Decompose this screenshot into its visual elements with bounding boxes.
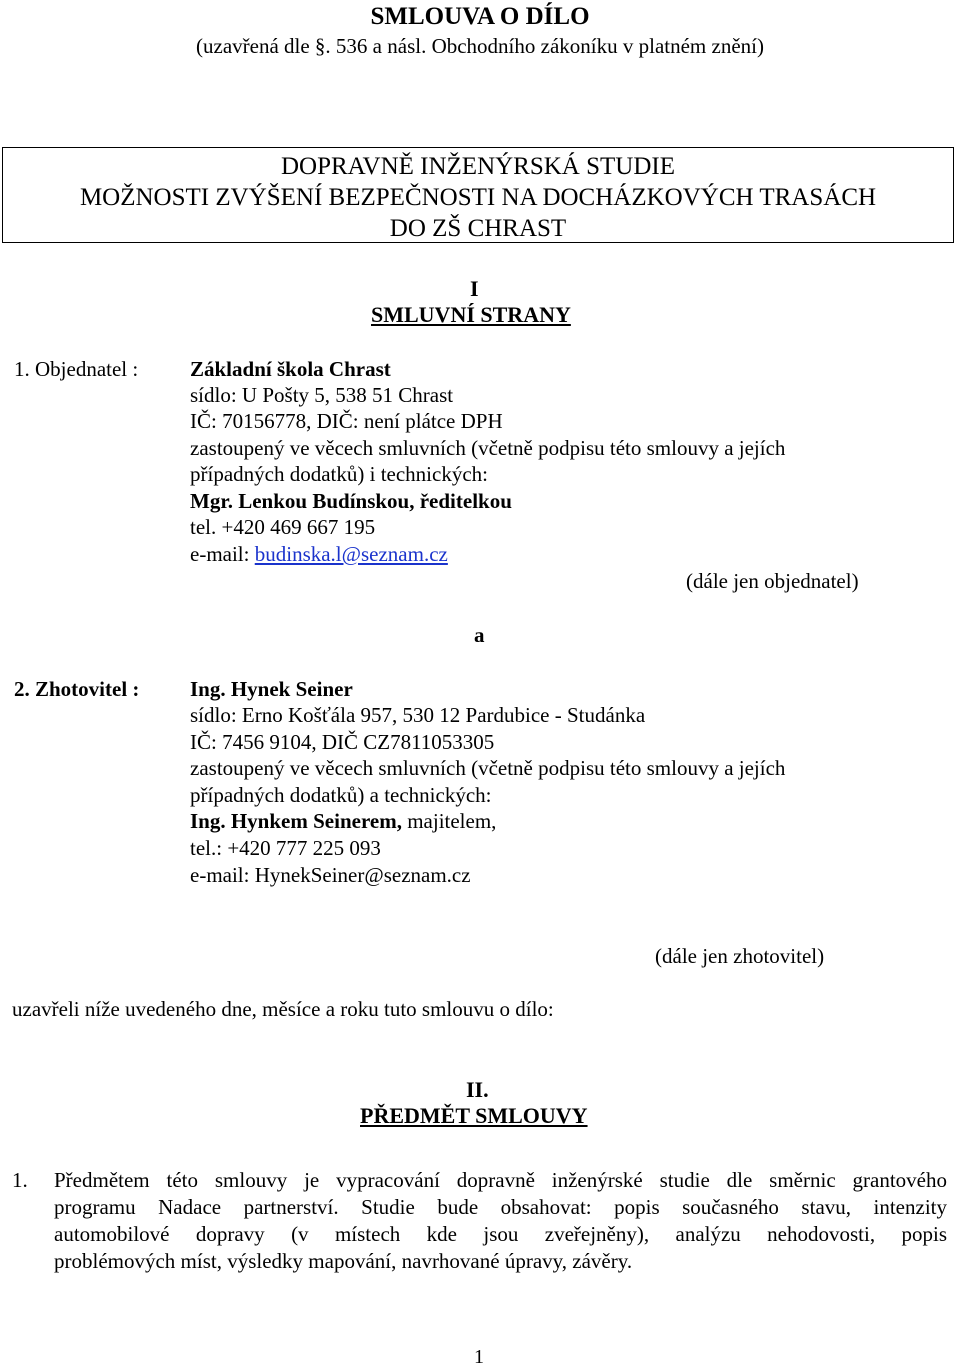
client-ids: IČ: 70156778, DIČ: není plátce DPH [190,409,503,433]
project-title-line-3: DO ZŠ CHRAST [389,215,567,242]
clause-1-number: 1. [12,1168,28,1192]
document-subtitle: (uzavřená dle §. 536 a násl. Obchodního zákoníku v platném znění) [196,34,764,58]
client-representation-line-1: zastoupený ve věcech smluvních (včetně podpisu této smlouvy a jejích [190,436,786,460]
page-number: 1 [474,1346,484,1368]
section-2-heading: PŘEDMĚT SMLOUVY [360,1103,588,1128]
contractor-phone: tel.: +420 777 225 093 [190,836,381,860]
client-label: 1. Objednatel : [14,357,139,381]
contractor-representation-line-2: případných dodatků) a technických: [190,783,492,807]
clause-1-line: programu Nadace partnerství. Studie bude obsahovat: popis současného stavu, intenzity [54,1195,947,1219]
client-email-label: e-mail: [190,542,255,566]
contractor-hence: (dále jen zhotovitel) [655,944,825,968]
section-2-number: II. [466,1077,489,1102]
project-title-box [2,147,954,243]
agreement-statement: uzavřeli níže uvedeného dne, měsíce a roku tuto smlouvu o dílo: [12,997,554,1021]
contractor-ids: IČ: 7456 9104, DIČ CZ7811053305 [190,730,495,754]
clause-1-line: problémových míst, výsledky mapování, navrhované úpravy, závěry. [54,1249,633,1273]
contractor-label: 2. Zhotovitel : [14,677,140,701]
clause-1-line: Předmětem této smlouvy je vypracování dopravně inženýrské studie dle směrnic grantového [54,1168,947,1192]
project-title-line-1: DOPRAVNĚ INŽENÝRSKÁ STUDIE [281,153,675,180]
document-title: SMLOUVA O DÍLO [370,3,590,30]
and-separator: a [474,623,485,647]
section-1-heading: SMLUVNÍ STRANY [371,302,571,327]
client-representative: Mgr. Lenkou Budínskou, ředitelkou [190,489,512,513]
client-address: sídlo: U Pošty 5, 538 51 Chrast [190,383,454,407]
section-1-number: I [470,276,479,301]
contractor-representative-row [190,808,496,834]
contractor-representative: Ing. Hynkem Seinerem, [190,809,402,833]
client-phone: tel. +420 469 667 195 [190,515,376,539]
contractor-name: Ing. Hynek Seiner [190,677,353,701]
client-email-row [190,541,448,567]
client-hence: (dále jen objednatel) [686,569,859,593]
contractor-representation-line-1: zastoupený ve věcech smluvních (včetně podpisu této smlouvy a jejích [190,756,786,780]
contractor-representative-role: majitelem, [401,809,497,833]
clause-1-line: automobilové dopravy (v místech kde jsou zveřejněny), analýzu nehodovosti, popis [54,1222,947,1246]
contractor-address: sídlo: Erno Košťála 957, 530 12 Pardubice - Studánka [190,703,646,727]
contractor-email: e-mail: HynekSeiner@seznam.cz [190,863,471,887]
clause-1-text [54,1167,947,1275]
client-name: Základní škola Chrast [190,357,391,381]
client-representation-line-2: případných dodatků) i technických: [190,462,488,486]
client-email-link[interactable]: budinska.l@seznam.cz [254,542,448,566]
project-title-line-2: MOŽNOSTI ZVÝŠENÍ BEZPEČNOSTI NA DOCHÁZKOVÝCH TRASÁCH [79,184,877,211]
